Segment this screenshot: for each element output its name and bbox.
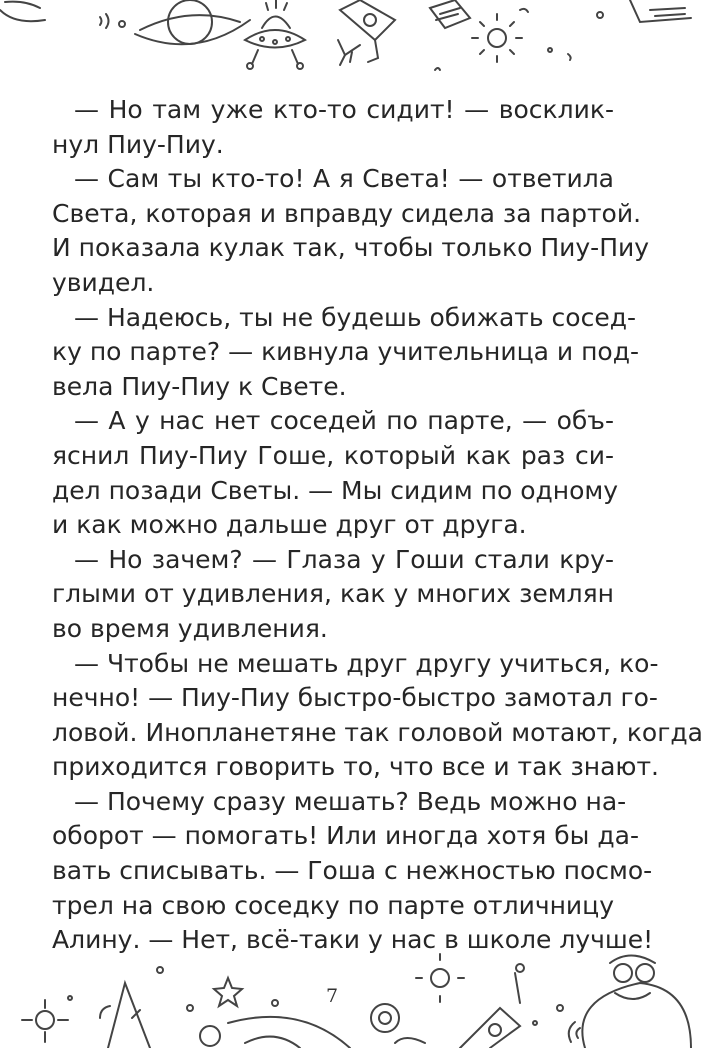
planet-corner-icon bbox=[630, 0, 691, 22]
text-line: Алину. — Нет, всё-таки у нас в школе лучше! bbox=[52, 925, 654, 955]
text-line: — Но там уже кто-то сидит! — восклик- bbox=[74, 95, 614, 124]
text-line: И показала кулак так, чтобы только Пиу-Пиу bbox=[52, 233, 650, 263]
ring-planet-icon bbox=[371, 1004, 425, 1043]
text-line: яснил Пиу-Пиу Гоше, который как раз си- bbox=[52, 440, 614, 470]
text-line: Света, которая и вправду сидела за партой. bbox=[52, 198, 642, 228]
text-line: — Почему сразу мешать? Ведь можно на- bbox=[74, 786, 627, 816]
planet-icon bbox=[0, 2, 45, 22]
text-line: ловой. Инопланетяне так головой мотают, когда bbox=[52, 717, 703, 747]
small-stars bbox=[435, 9, 603, 70]
signal-icon bbox=[100, 14, 125, 28]
dots bbox=[68, 967, 563, 1025]
text-line: вела Пиу-Пиу к Свете. bbox=[52, 371, 347, 401]
text-line: нечно! — Пиу-Пиу быстро-быстро замотал го- bbox=[52, 683, 658, 713]
sun-icon bbox=[472, 14, 522, 62]
alien-icon bbox=[569, 956, 691, 1048]
text-line: — Но зачем? — Глаза у Гоши стали кру- bbox=[74, 544, 614, 574]
text-line: — Сам ты кто-то! А я Света! — ответила bbox=[74, 164, 614, 194]
rocket-icon bbox=[338, 0, 395, 65]
text-line: — Надеюсь, ты не будешь обижать сосед- bbox=[74, 302, 637, 332]
rocket-icon bbox=[100, 983, 150, 1048]
story-text bbox=[52, 93, 703, 958]
text-line: глыми от удивления, как у многих землян bbox=[52, 579, 614, 609]
star-sun-icon bbox=[22, 1000, 68, 1042]
text-line: и как можно дальше друг от друга. bbox=[52, 510, 527, 540]
text-line: увидел. bbox=[52, 267, 155, 297]
text-line: ку по парте? — кивнула учительница и под- bbox=[52, 337, 640, 367]
text-line: приходится говорить то, что все и так знают. bbox=[52, 752, 659, 782]
satellite-icon bbox=[430, 0, 470, 28]
sun-icon bbox=[416, 954, 464, 1002]
text-line: дел позади Светы. — Мы сидим по одному bbox=[52, 475, 619, 505]
star-icon bbox=[214, 978, 242, 1006]
text-line: вать списывать. — Гоша с нежностью посмо- bbox=[52, 856, 653, 886]
text-line: — А у нас нет соседей по парте, — объ- bbox=[74, 406, 614, 436]
ufo-icon bbox=[245, 0, 305, 69]
page-number: 7 bbox=[326, 985, 339, 1007]
footer-doodles bbox=[0, 948, 691, 1048]
text-line: во время удивления. bbox=[52, 613, 328, 643]
planet-ring-icon bbox=[200, 1017, 350, 1048]
text-line: трел на свою соседку по парте отличницу bbox=[52, 890, 614, 920]
ringed-planet-icon bbox=[135, 0, 250, 44]
header-doodles bbox=[0, 0, 691, 80]
text-line: нул Пиу-Пиу. bbox=[52, 129, 224, 159]
text-line: — Чтобы не мешать друг другу учиться, ко- bbox=[74, 648, 659, 678]
text-line: оборот — помогать! Или иногда хотя бы да- bbox=[52, 821, 639, 851]
rocket-tilted-icon bbox=[460, 964, 524, 1048]
